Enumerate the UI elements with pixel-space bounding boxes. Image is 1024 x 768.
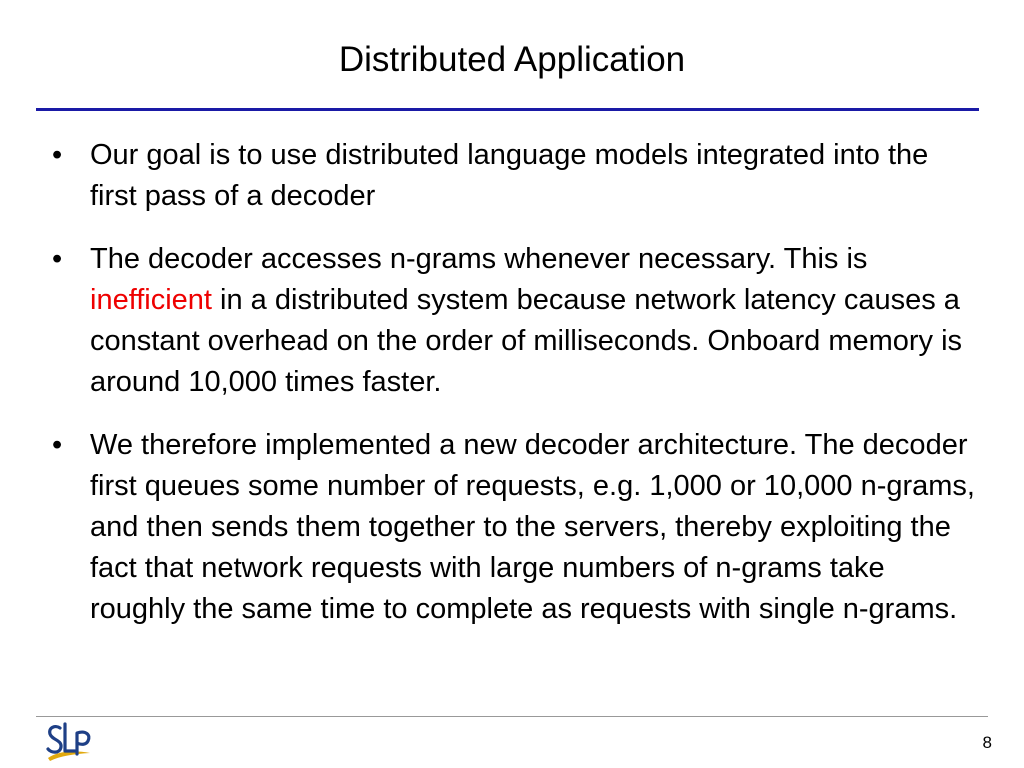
logo-s-letter xyxy=(48,727,61,752)
slide-title: Distributed Application xyxy=(338,40,686,79)
bullet-list xyxy=(48,135,983,652)
logo-l-letter xyxy=(65,724,75,751)
bullet-item-3 xyxy=(48,425,983,630)
bullet-item-1 xyxy=(48,135,983,217)
bullet-text-1: Our goal is to use distributed language models integrated into the first pass of a decoder xyxy=(90,139,929,212)
bullet-text-2-before: The decoder accesses n-grams whenever necessary. This is xyxy=(90,243,868,275)
bullet-text-2-after: in a distributed system because network latency causes a constant overhead on the order of milliseconds. Onboard memory is around 10,000 times faster. xyxy=(90,284,963,398)
bullet-item-2 xyxy=(48,239,983,403)
slp-logo-icon xyxy=(44,720,92,762)
page-number: 8 xyxy=(982,733,992,752)
logo-p-letter xyxy=(77,732,89,754)
inefficient-highlight: inefficient xyxy=(90,284,212,316)
bullet-text-3: We therefore implemented a new decoder architecture. The decoder first queues some number of requests, e.g. 1,000 or 10,000 n-grams, and then sends them together to the servers, thereby exploiting the fact that network requests with large numbers of n-grams take roughly the same time to complete as requests with single n-grams. xyxy=(90,429,975,625)
title-divider xyxy=(36,108,979,111)
footer-divider xyxy=(36,716,988,717)
